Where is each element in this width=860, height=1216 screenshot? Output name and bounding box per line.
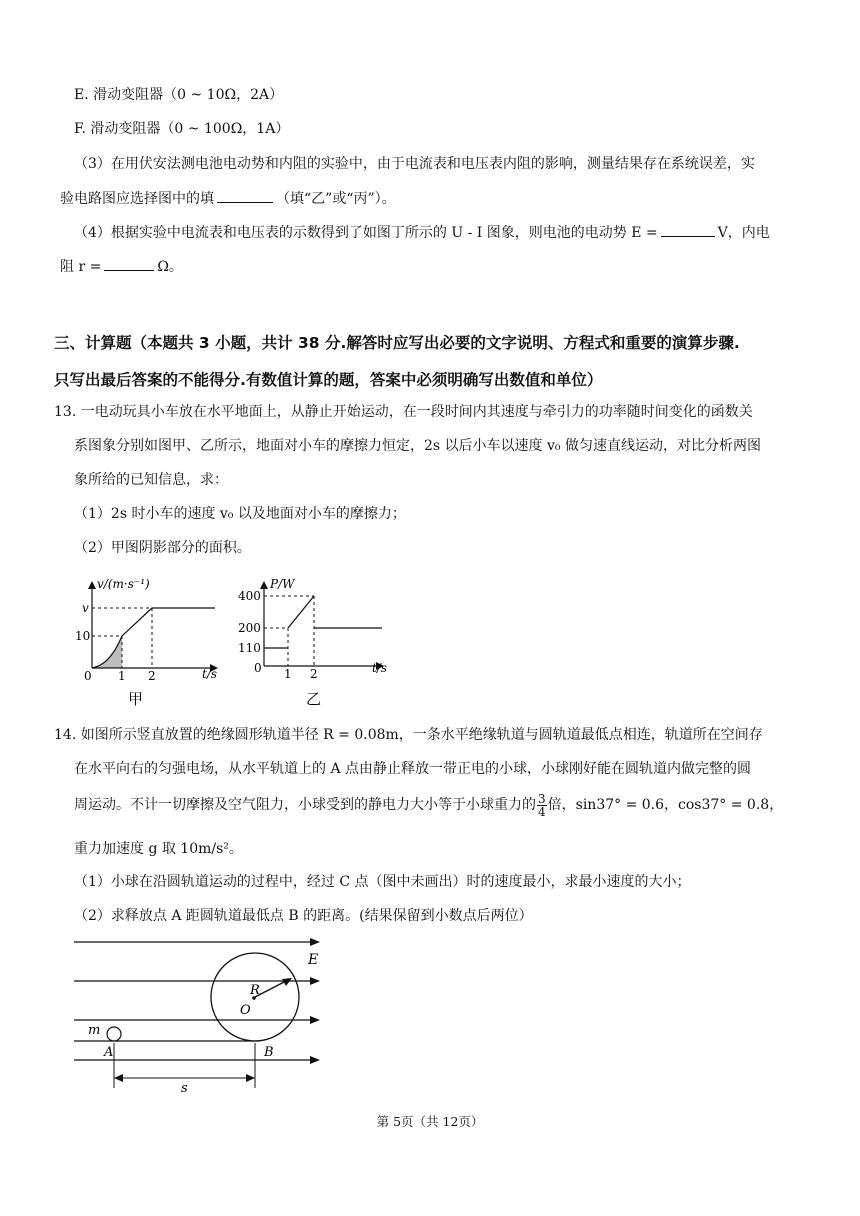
answer-blank[interactable] <box>217 188 273 203</box>
radius-line <box>255 980 288 997</box>
tick-label: 0 <box>254 661 262 675</box>
figure-caption: 甲 <box>128 690 144 708</box>
figure-yi-power-graph <box>230 572 400 712</box>
option-e: E. 滑动变阻器（0 ~ 10Ω，2A） <box>74 87 284 103</box>
option-f: F. 滑动变阻器（0 ~ 100Ω，1A） <box>74 121 290 137</box>
y-axis-arrow-icon <box>88 581 96 589</box>
tick-label: 0 <box>84 669 92 683</box>
section-heading-line2: 只写出最后答案的不能得分.有数值计算的题，答案中必须明确写出数值和单位） <box>54 371 603 389</box>
label-m: m <box>88 1023 101 1038</box>
x-axis-label: t/s <box>202 667 218 681</box>
tick-label: 400 <box>238 589 261 603</box>
q14-line1: 14. 如图所示竖直放置的绝缘圆形轨道半径 R = 0.08m，一条水平绝缘轨道与圆轨道最低点相连，轨道所在空间存 <box>54 727 763 743</box>
answer-blank[interactable] <box>661 222 715 237</box>
q13-sub2: （2）甲图阴影部分的面积。 <box>74 540 251 556</box>
tick-label: 1 <box>284 667 292 681</box>
q12-part4-line2: 阻 r = Ω。 <box>60 256 183 276</box>
tick-label: v <box>82 601 89 615</box>
power-segment <box>288 596 314 628</box>
q14-sub2: （2）求释放点 A 距圆轨道最低点 B 的距离。(结果保留到小数点后两位） <box>74 908 533 924</box>
section-heading-line1: 三、计算题（本题共 3 小题，共计 38 分.解答时应写出必要的文字说明、方程式和重要的演算步骤. <box>54 334 740 352</box>
tick-label: 2 <box>310 667 318 681</box>
field-arrow-icon <box>310 938 320 946</box>
tick-label: 2 <box>148 669 156 683</box>
figure-circular-track <box>70 930 330 1095</box>
q14-line4: 重力加速度 g 取 10m/s²。 <box>74 841 243 857</box>
field-arrow-icon <box>310 1016 320 1024</box>
tick-label: 1 <box>118 669 126 683</box>
figure-caption: 乙 <box>306 690 322 708</box>
tick-label: 110 <box>238 641 261 655</box>
tick-label: 10 <box>75 629 91 643</box>
label-r: R <box>250 983 260 998</box>
field-arrow-icon <box>310 1056 320 1064</box>
field-arrow-icon <box>310 977 320 985</box>
charged-ball <box>107 1027 121 1041</box>
answer-blank[interactable] <box>104 256 154 271</box>
q13-sub1: （1）2s 时小车的速度 v₀ 以及地面对小车的摩擦力； <box>74 506 406 522</box>
q14-sub1: （1）小球在沿圆轨道运动的过程中，经过 C 点（图中未画出）时的速度最小，求最小速度的大小； <box>74 874 691 890</box>
q12-part3-line2: 验电路图应选择图中的填 （填“乙”或“丙”）。 <box>60 188 396 208</box>
shaded-area <box>92 636 122 668</box>
x-axis-label: t/s <box>372 661 388 675</box>
fraction-three-quarters: $\frac{3}{4}$ <box>538 791 546 819</box>
label-o: O <box>240 1003 251 1018</box>
y-axis-label: P/W <box>270 577 295 591</box>
q14-line3: 周运动。不计一切摩擦及空气阻力，小球受到的静电力大小等于小球重力的 $\frac{3}{4}$ 倍，sin37° = 0.6，cos37° = 0.8， <box>74 791 784 819</box>
label-a: A <box>104 1045 114 1060</box>
q12-part3-line1: （3）在用伏安法测电池电动势和内阻的实验中，由于电流表和电压表内阻的影响，测量结果存在系统误差，实 <box>74 156 755 172</box>
label-e: E <box>308 952 319 968</box>
q12-part4-line1: （4）根据实验中电流表和电压表的示数得到了如图丁所示的 U - I 图象，则电池的电动势 E = V，内电 <box>74 222 770 242</box>
y-axis-label: v/(m·s⁻¹) <box>97 577 150 591</box>
label-s: s <box>181 1081 188 1095</box>
q13-line1: 13. 一电动玩具小车放在水平地面上，从静止开始运动，在一段时间内其速度与牵引力的功率随时间变化的函数关 <box>54 404 753 420</box>
distance-arrow-icon <box>114 1074 123 1082</box>
tick-label: 200 <box>238 621 261 635</box>
distance-arrow-icon <box>246 1074 255 1082</box>
figure-jia-velocity-graph <box>70 572 230 712</box>
q14-line2: 在水平向右的匀强电场，从水平轨道上的 A 点由静止释放一带正电的小球，小球刚好能在圆轨道内做完整的圆 <box>74 761 752 777</box>
q13-line3: 象所给的已知信息，求： <box>74 472 228 488</box>
q13-line2: 系图象分别如图甲、乙所示，地面对小车的摩擦力恒定，2s 以后小车以速度 v₀ 做匀速直线运动，对比分析两图 <box>74 438 761 454</box>
label-b: B <box>264 1045 274 1060</box>
page-footer: 第 5页（共 12页） <box>376 1114 484 1129</box>
y-axis-arrow-icon <box>260 581 268 589</box>
